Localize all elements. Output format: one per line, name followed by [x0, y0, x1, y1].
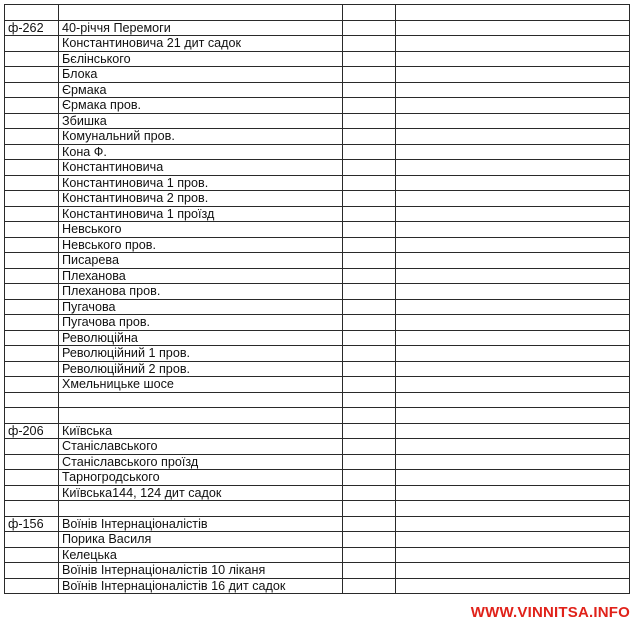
column-a-cell — [343, 20, 396, 36]
feeder-cell: ф-262 — [5, 20, 59, 36]
column-b-cell — [396, 113, 630, 129]
column-a-cell — [343, 67, 396, 83]
feeder-cell — [5, 144, 59, 160]
table-row — [5, 113, 630, 129]
table-row — [5, 253, 630, 269]
table-row — [5, 392, 630, 408]
street-cell: Революційний 1 пров. — [59, 346, 343, 362]
table-row — [5, 501, 630, 517]
table-row — [5, 547, 630, 563]
table-row — [5, 361, 630, 377]
column-b-cell — [396, 501, 630, 517]
column-b-cell — [396, 144, 630, 160]
street-cell: Воїнів Інтернаціоналістів — [59, 516, 343, 532]
column-a-cell — [343, 299, 396, 315]
column-a-cell — [343, 160, 396, 176]
column-b-cell — [396, 222, 630, 238]
table-row — [5, 67, 630, 83]
table-row — [5, 423, 630, 439]
street-cell: Станіславського проїзд — [59, 454, 343, 470]
street-cell: Воїнів Інтернаціоналістів 16 дит садок — [59, 578, 343, 594]
column-a-cell — [343, 36, 396, 52]
street-cell: Плеханова — [59, 268, 343, 284]
site-watermark: WWW.VINNITSA.INFO — [470, 604, 630, 621]
column-a-cell — [343, 346, 396, 362]
column-b-cell — [396, 206, 630, 222]
column-b-cell — [396, 563, 630, 579]
table-row — [5, 516, 630, 532]
street-cell: Єрмака — [59, 82, 343, 98]
table-row — [5, 330, 630, 346]
feeder-cell — [5, 485, 59, 501]
column-a-cell — [343, 144, 396, 160]
column-b-cell — [396, 532, 630, 548]
table-row — [5, 36, 630, 52]
feeder-cell: ф-206 — [5, 423, 59, 439]
table-row — [5, 129, 630, 145]
column-b-cell — [396, 346, 630, 362]
column-a-cell — [343, 51, 396, 67]
column-a-cell — [343, 129, 396, 145]
column-a-cell — [343, 253, 396, 269]
table-row — [5, 470, 630, 486]
street-cell: Писарева — [59, 253, 343, 269]
table-row — [5, 82, 630, 98]
table-row — [5, 268, 630, 284]
street-cell: Блока — [59, 67, 343, 83]
street-cell: Єрмака пров. — [59, 98, 343, 114]
table-row — [5, 222, 630, 238]
column-a-cell — [343, 485, 396, 501]
feeder-cell — [5, 532, 59, 548]
street-cell: Константиновича 21 дит садок — [59, 36, 343, 52]
table-row — [5, 237, 630, 253]
feeder-cell — [5, 439, 59, 455]
street-cell: Кона Ф. — [59, 144, 343, 160]
table-body — [5, 5, 630, 594]
column-b-cell — [396, 330, 630, 346]
feeder-cell — [5, 408, 59, 424]
table-row — [5, 98, 630, 114]
table-row — [5, 439, 630, 455]
street-cell — [59, 392, 343, 408]
table-row — [5, 206, 630, 222]
column-b-cell — [396, 408, 630, 424]
column-b-cell — [396, 485, 630, 501]
feeder-cell — [5, 346, 59, 362]
column-a-cell — [343, 470, 396, 486]
feeder-cell — [5, 253, 59, 269]
street-cell: Порика Василя — [59, 532, 343, 548]
street-cell: Воїнів Інтернаціоналістів 10 ліканя — [59, 563, 343, 579]
column-a-cell — [343, 563, 396, 579]
street-cell: Хмельницьке шосе — [59, 377, 343, 393]
table-row — [5, 191, 630, 207]
street-cell: Тарногродського — [59, 470, 343, 486]
feeder-cell — [5, 191, 59, 207]
street-cell — [59, 5, 343, 21]
column-b-cell — [396, 36, 630, 52]
column-b-cell — [396, 5, 630, 21]
column-a-cell — [343, 392, 396, 408]
feeder-cell — [5, 284, 59, 300]
table-row — [5, 315, 630, 331]
column-a-cell — [343, 5, 396, 21]
feeder-cell — [5, 547, 59, 563]
column-a-cell — [343, 501, 396, 517]
column-a-cell — [343, 377, 396, 393]
street-cell: Київська144, 124 дит садок — [59, 485, 343, 501]
feeder-cell — [5, 160, 59, 176]
feeder-cell — [5, 330, 59, 346]
feeder-cell — [5, 268, 59, 284]
column-b-cell — [396, 392, 630, 408]
feeder-cell — [5, 82, 59, 98]
column-b-cell — [396, 175, 630, 191]
feeder-cell — [5, 377, 59, 393]
street-cell: Константиновича 2 пров. — [59, 191, 343, 207]
column-a-cell — [343, 578, 396, 594]
feeder-cell — [5, 5, 59, 21]
table-row — [5, 20, 630, 36]
column-b-cell — [396, 547, 630, 563]
column-a-cell — [343, 113, 396, 129]
feeder-cell — [5, 563, 59, 579]
feeder-cell — [5, 578, 59, 594]
street-cell: Пугачова — [59, 299, 343, 315]
feeder-cell: ф-156 — [5, 516, 59, 532]
feeder-cell — [5, 222, 59, 238]
street-cell: Київська — [59, 423, 343, 439]
street-cell: Константиновича — [59, 160, 343, 176]
street-cell: 40-річчя Перемоги — [59, 20, 343, 36]
feeder-cell — [5, 315, 59, 331]
column-a-cell — [343, 454, 396, 470]
outage-schedule-table — [4, 4, 630, 594]
column-a-cell — [343, 284, 396, 300]
street-cell — [59, 501, 343, 517]
column-b-cell — [396, 315, 630, 331]
feeder-cell — [5, 129, 59, 145]
column-b-cell — [396, 454, 630, 470]
column-a-cell — [343, 98, 396, 114]
feeder-cell — [5, 113, 59, 129]
feeder-cell — [5, 67, 59, 83]
table-row — [5, 454, 630, 470]
column-b-cell — [396, 82, 630, 98]
table-row — [5, 144, 630, 160]
street-cell: Константиновича 1 проїзд — [59, 206, 343, 222]
column-b-cell — [396, 516, 630, 532]
feeder-cell — [5, 36, 59, 52]
column-a-cell — [343, 423, 396, 439]
table-row — [5, 578, 630, 594]
column-b-cell — [396, 160, 630, 176]
column-b-cell — [396, 578, 630, 594]
feeder-cell — [5, 51, 59, 67]
table-row — [5, 5, 630, 21]
feeder-cell — [5, 361, 59, 377]
column-b-cell — [396, 268, 630, 284]
column-b-cell — [396, 439, 630, 455]
table-row — [5, 532, 630, 548]
street-cell: Комунальний пров. — [59, 129, 343, 145]
column-b-cell — [396, 129, 630, 145]
street-cell: Келецька — [59, 547, 343, 563]
column-b-cell — [396, 423, 630, 439]
table-row — [5, 485, 630, 501]
table-row — [5, 408, 630, 424]
column-a-cell — [343, 222, 396, 238]
street-cell: Революційна — [59, 330, 343, 346]
feeder-cell — [5, 237, 59, 253]
table-row — [5, 563, 630, 579]
table-row — [5, 377, 630, 393]
street-cell: Невського — [59, 222, 343, 238]
table-row — [5, 299, 630, 315]
column-b-cell — [396, 98, 630, 114]
column-b-cell — [396, 237, 630, 253]
table-row — [5, 51, 630, 67]
table-row — [5, 284, 630, 300]
street-cell: Плеханова пров. — [59, 284, 343, 300]
column-b-cell — [396, 191, 630, 207]
street-cell: Константиновича 1 пров. — [59, 175, 343, 191]
column-a-cell — [343, 516, 396, 532]
column-a-cell — [343, 175, 396, 191]
column-a-cell — [343, 361, 396, 377]
table-row — [5, 160, 630, 176]
feeder-cell — [5, 299, 59, 315]
street-cell: Пугачова пров. — [59, 315, 343, 331]
column-a-cell — [343, 191, 396, 207]
feeder-cell — [5, 501, 59, 517]
feeder-cell — [5, 392, 59, 408]
column-a-cell — [343, 547, 396, 563]
column-a-cell — [343, 82, 396, 98]
table-row — [5, 175, 630, 191]
street-cell: Станіславського — [59, 439, 343, 455]
column-b-cell — [396, 470, 630, 486]
column-a-cell — [343, 330, 396, 346]
street-cell: Бєлінського — [59, 51, 343, 67]
street-cell: Революційний 2 пров. — [59, 361, 343, 377]
column-b-cell — [396, 20, 630, 36]
column-b-cell — [396, 284, 630, 300]
column-b-cell — [396, 67, 630, 83]
feeder-cell — [5, 175, 59, 191]
column-a-cell — [343, 315, 396, 331]
column-b-cell — [396, 299, 630, 315]
column-a-cell — [343, 408, 396, 424]
street-cell — [59, 408, 343, 424]
feeder-cell — [5, 454, 59, 470]
street-cell: Невського пров. — [59, 237, 343, 253]
column-b-cell — [396, 377, 630, 393]
column-a-cell — [343, 268, 396, 284]
feeder-cell — [5, 470, 59, 486]
column-b-cell — [396, 253, 630, 269]
column-a-cell — [343, 206, 396, 222]
column-b-cell — [396, 51, 630, 67]
street-cell: Збишка — [59, 113, 343, 129]
column-a-cell — [343, 439, 396, 455]
table-row — [5, 346, 630, 362]
column-a-cell — [343, 237, 396, 253]
feeder-cell — [5, 206, 59, 222]
column-b-cell — [396, 361, 630, 377]
feeder-cell — [5, 98, 59, 114]
column-a-cell — [343, 532, 396, 548]
